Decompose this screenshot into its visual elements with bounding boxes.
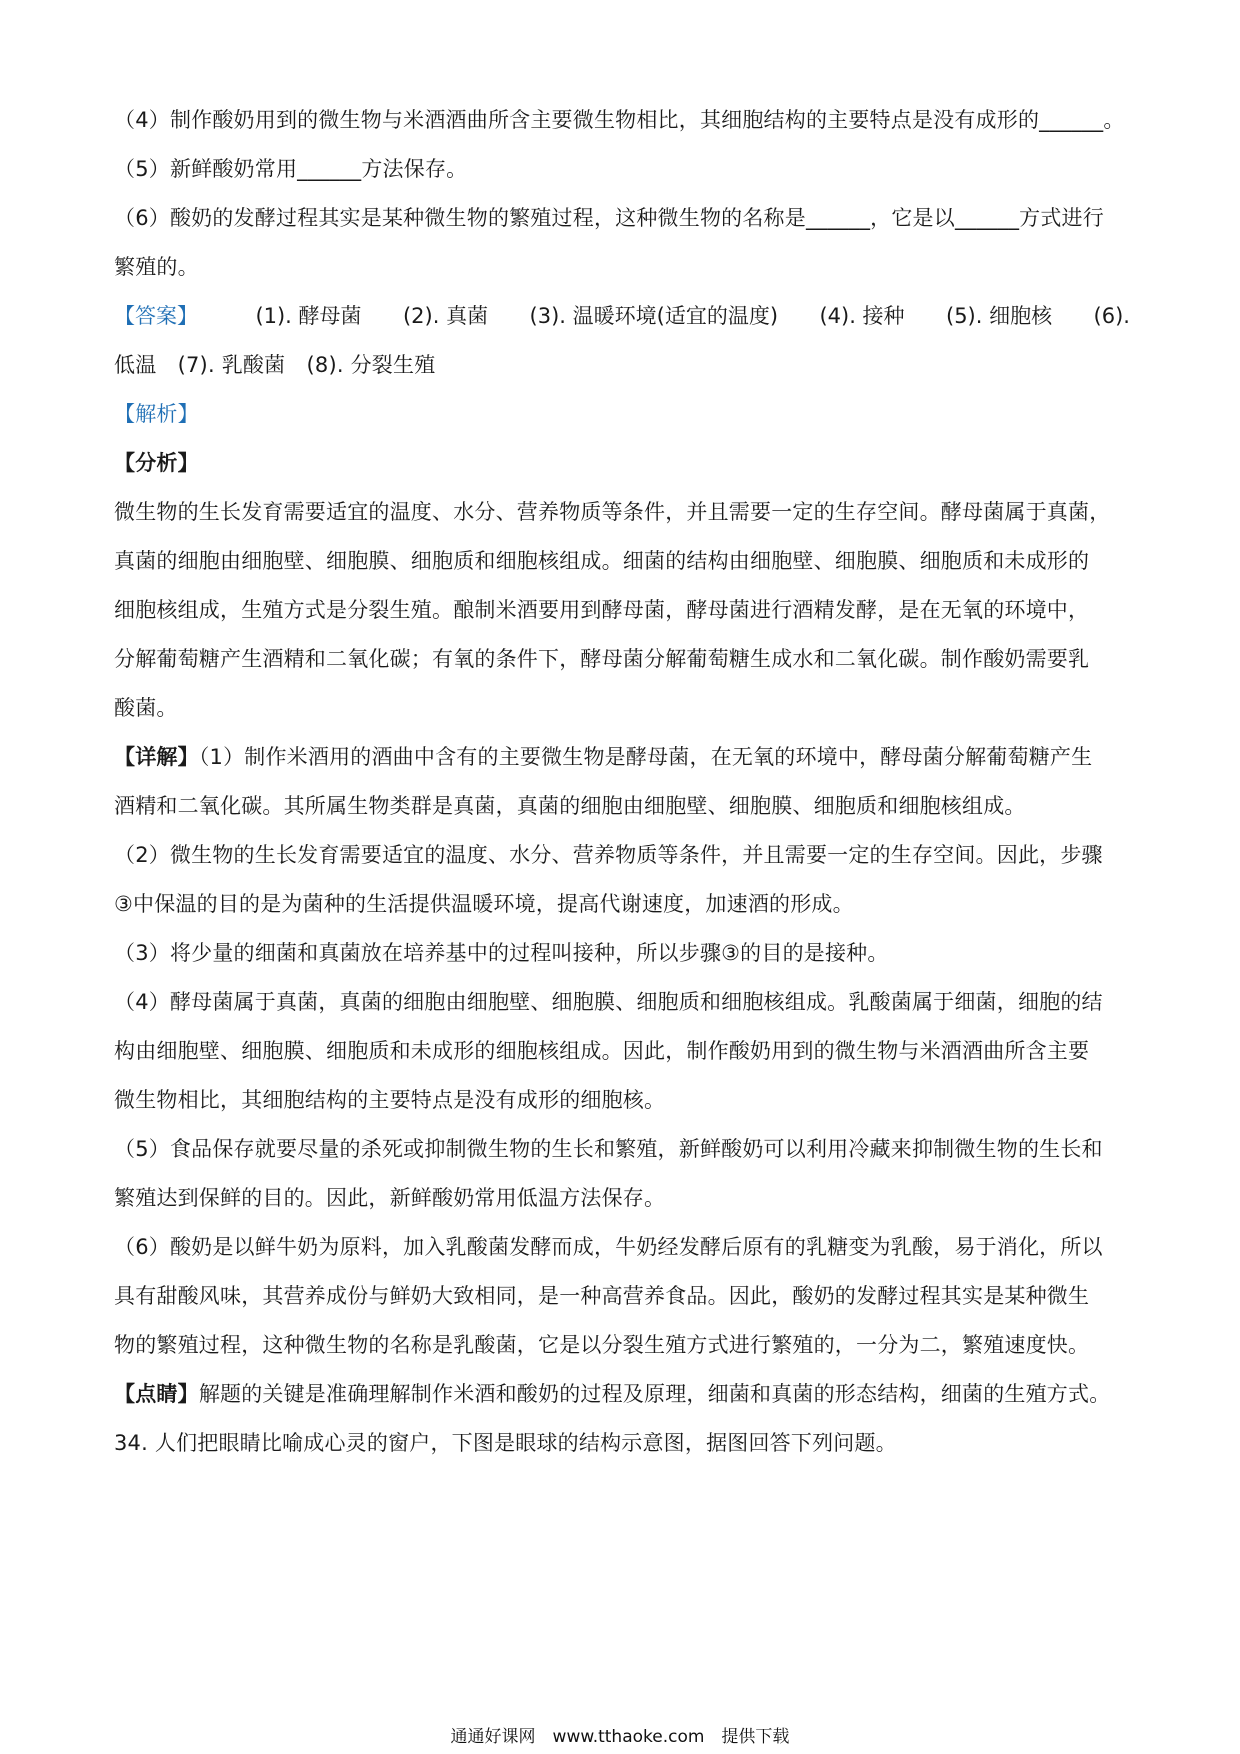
xiangjie-line: 物的繁殖过程，这种微生物的名称是乳酸菌，它是以分裂生殖方式进行繁殖的，一分为二，繁殖速度快。 (114, 1333, 1090, 1357)
xiangjie-line: （6）酸奶是以鲜牛奶为原料，加入乳酸菌发酵而成，牛奶经发酵后原有的乳糖变为乳酸，易于消化，所以 (114, 1235, 1103, 1259)
answer-row-1 (114, 292, 1130, 341)
dianjing-tag: 【点睛】 (114, 1382, 199, 1406)
xiangjie-line: 具有甜酸风味，其营养成份与鲜奶大致相同，是一种高营养食品。因此，酸奶的发酵过程其实是某种微生 (114, 1284, 1090, 1308)
answer-item-5: (5). 细胞核 (946, 304, 1053, 328)
fenxi-line: 真菌的细胞由细胞壁、细胞膜、细胞质和细胞核组成。细菌的结构由细胞壁、细胞膜、细胞质和未成形的 (114, 549, 1090, 573)
xiangjie-line-1 (114, 733, 1130, 782)
xiangjie-tag: 【详解】 (114, 745, 199, 769)
footer-source: 通通好课网 www.tthaoke.com 提供下载 (450, 1727, 790, 1747)
answer-item-3: (3). 温暖环境(适宜的温度) (529, 304, 779, 328)
answer-item-2: (2). 真菌 (402, 304, 489, 328)
question-4-line: （4）制作酸奶用到的微生物与米酒酒曲所含主要微生物相比，其细胞结构的主要特点是没有成形的______。 (114, 108, 1125, 132)
question-5-line: （5）新鲜酸奶常用______方法保存。 (114, 157, 468, 181)
dianjing-paragraph (114, 1370, 1130, 1419)
document-page (114, 96, 1130, 1468)
question-6-line-1: （6）酸奶的发酵过程其实是某种微生物的繁殖过程，这种微生物的名称是______，它是以______方式进行 (114, 206, 1104, 230)
answer-item-1: (1). 酵母菌 (255, 304, 362, 328)
xiangjie-line: 微生物相比，其细胞结构的主要特点是没有成形的细胞核。 (114, 1088, 666, 1112)
xiangjie-line: （2）微生物的生长发育需要适宜的温度、水分、营养物质等条件，并且需要一定的生存空间。因此，步骤 (114, 843, 1103, 867)
answer-row-2: 低温 (7). 乳酸菌 (8). 分裂生殖 (114, 353, 436, 377)
fenxi-line: 酸菌。 (114, 696, 178, 720)
fenxi-line: 微生物的生长发育需要适宜的温度、水分、营养物质等条件，并且需要一定的生存空间。酵母菌属于真菌， (114, 500, 1111, 524)
fenxi-paragraph (114, 488, 1130, 733)
answer-item-6-number: (6). (1093, 304, 1130, 328)
xiangjie-line: ③中保温的目的是为菌种的生活提供温暖环境，提高代谢速度，加速酒的形成。 (114, 892, 854, 916)
xiangjie-line: （5）食品保存就要尽量的杀死或抑制微生物的生长和繁殖，新鲜酸奶可以利用冷藏来抑制微生物的生长和 (114, 1137, 1103, 1161)
xiangjie-line: （4）酵母菌属于真菌，真菌的细胞由细胞壁、细胞膜、细胞质和细胞核组成。乳酸菌属于细菌，细胞的结 (114, 990, 1103, 1014)
xiangjie-line: 构由细胞壁、细胞膜、细胞质和未成形的细胞核组成。因此，制作酸奶用到的微生物与米酒酒曲所含主要 (114, 1039, 1090, 1063)
xiangjie-line-text: （1）制作米酒用的酒曲中含有的主要微生物是酵母菌，在无氧的环境中，酵母菌分解葡萄糖产生 (198, 745, 1093, 769)
xiangjie-line: 繁殖达到保鲜的目的。因此，新鲜酸奶常用低温方法保存。 (114, 1186, 666, 1210)
xiangjie-line: 酒精和二氧化碳。其所属生物类群是真菌，真菌的细胞由细胞壁、细胞膜、细胞质和细胞核组成。 (114, 794, 1026, 818)
question-6-line-2: 繁殖的。 (114, 255, 199, 279)
fenxi-tag: 【分析】 (114, 451, 199, 475)
xiangjie-paragraph (114, 733, 1130, 1370)
dianjing-text: 解题的关键是准确理解制作米酒和酸奶的过程及原理，细菌和真菌的形态结构，细菌的生殖方式。 (198, 1382, 1111, 1406)
answer-tag: 【答案】 (114, 304, 198, 328)
fenxi-line: 细胞核组成，生殖方式是分裂生殖。酿制米酒要用到酵母菌，酵母菌进行酒精发酵，是在无氧的环境中， (114, 598, 1090, 622)
answer-item-4: (4). 接种 (819, 304, 905, 328)
analysis-tag: 【解析】 (114, 402, 199, 426)
xiangjie-line: （3）将少量的细菌和真菌放在培养基中的过程叫接种，所以步骤③的目的是接种。 (114, 941, 889, 965)
fenxi-line: 分解葡萄糖产生酒精和二氧化碳；有氧的条件下，酵母菌分解葡萄糖生成水和二氧化碳。制作酸奶需要乳 (114, 647, 1090, 671)
question-34: 34. 人们把眼睛比喻成心灵的窗户，下图是眼球的结构示意图，据图回答下列问题。 (114, 1431, 897, 1455)
